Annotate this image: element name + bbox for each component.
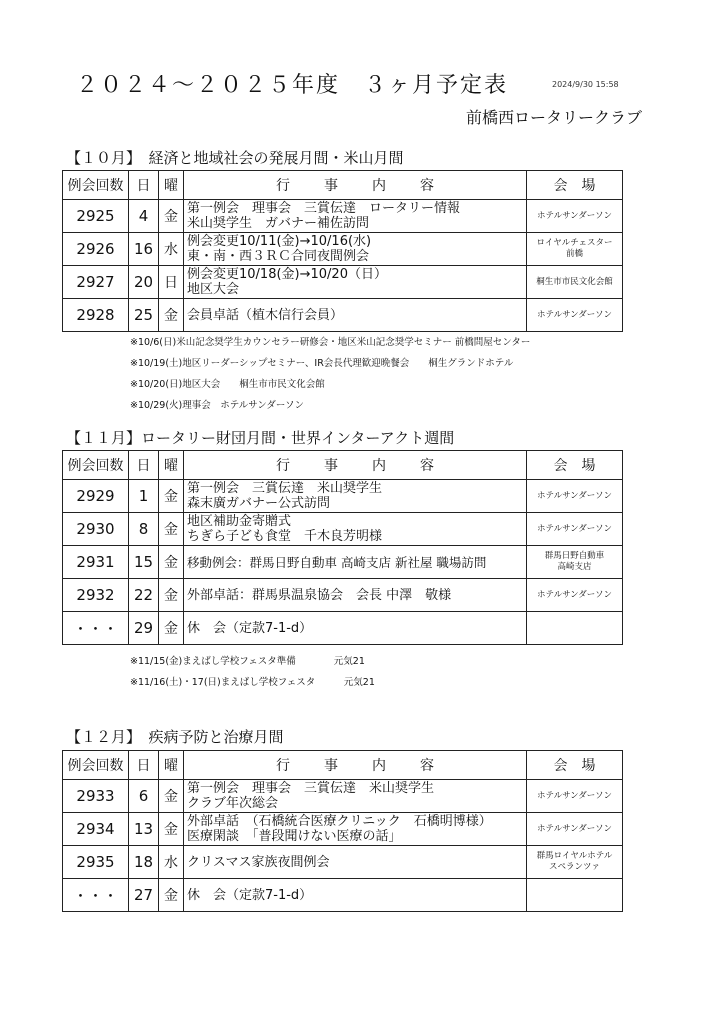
event-content: 移動例会：群馬日野自動車 高崎支店 新社屋 職場訪問 (184, 546, 527, 579)
weekday: 金 (159, 780, 184, 813)
table-row (63, 879, 623, 912)
schedule-table-december (62, 750, 623, 912)
schedule-table-november (62, 450, 623, 645)
table-row (63, 233, 623, 266)
note: ※11/15(金)まえばし学校フェスタ準備 元気21 (130, 656, 365, 667)
meeting-no: 2933 (63, 780, 129, 813)
weekday: 金 (159, 813, 184, 846)
day: 15 (129, 546, 159, 579)
table-row (63, 266, 623, 299)
venue (527, 612, 623, 645)
meeting-no: 2926 (63, 233, 129, 266)
note: ※10/6(日)米山記念奨学生カウンセラー研修会・地区米山記念奨学セミナー 前橋問屋センター (130, 337, 531, 348)
table-row (63, 513, 623, 546)
meeting-no: ・・・ (63, 612, 129, 645)
event-content: 例会変更10/18(金)→10/20（日） 地区大会 (184, 266, 527, 299)
month-heading-november: 【１１月】ロータリー財団月間・世界インターアクト週間 (66, 429, 455, 447)
col-day: 日 (129, 451, 159, 480)
venue: 桐生市市民文化会館 (527, 266, 623, 299)
notes-october (130, 332, 530, 416)
note: ※10/29(火)理事会 ホテルサンダーソン (130, 400, 305, 411)
weekday: 金 (159, 879, 184, 912)
day: 18 (129, 846, 159, 879)
day: 25 (129, 299, 159, 332)
month-heading-december: 【１２月】 疾病予防と治療月間 (66, 728, 284, 746)
table-header-row (63, 751, 623, 780)
table-row (63, 612, 623, 645)
table-header-row (63, 451, 623, 480)
col-venue: 会場 (527, 451, 623, 480)
day: 6 (129, 780, 159, 813)
event-content: 例会変更10/11(金)→10/16(水) 東・南・西３ＲＣ合同夜間例会 (184, 233, 527, 266)
col-weekday: 曜 (159, 751, 184, 780)
col-weekday: 曜 (159, 451, 184, 480)
venue: 群馬ロイヤルホテル スペランツァ (527, 846, 623, 879)
table-row (63, 846, 623, 879)
meeting-no: 2931 (63, 546, 129, 579)
weekday: 金 (159, 546, 184, 579)
event-content: クリスマス家族夜間例会 (184, 846, 527, 879)
table-row (63, 579, 623, 612)
venue: ホテルサンダーソン (527, 579, 623, 612)
event-content: 休 会（定款7-1-d） (184, 612, 527, 645)
meeting-no: 2932 (63, 579, 129, 612)
table-row (63, 546, 623, 579)
col-venue: 会場 (527, 751, 623, 780)
weekday: 水 (159, 233, 184, 266)
weekday: 金 (159, 579, 184, 612)
meeting-no: 2925 (63, 200, 129, 233)
day: 13 (129, 813, 159, 846)
table-row (63, 813, 623, 846)
weekday: 水 (159, 846, 184, 879)
table-row (63, 480, 623, 513)
venue: 群馬日野自動車 高崎支店 (527, 546, 623, 579)
meeting-no: 2935 (63, 846, 129, 879)
col-content: 行事内容 (184, 751, 527, 780)
day: 29 (129, 612, 159, 645)
weekday: 金 (159, 480, 184, 513)
weekday: 金 (159, 612, 184, 645)
club-name: 前橋西ロータリークラブ (466, 108, 643, 127)
venue: ホテルサンダーソン (527, 513, 623, 546)
day: 8 (129, 513, 159, 546)
meeting-no: 2934 (63, 813, 129, 846)
col-day: 日 (129, 751, 159, 780)
col-meeting-no: 例会回数 (63, 171, 129, 200)
event-content: 第一例会 理事会 三賞伝達 ロータリー情報 米山奨学生 ガバナー補佐訪問 (184, 200, 527, 233)
venue: ロイヤルチェスター 前橋 (527, 233, 623, 266)
meeting-no: 2927 (63, 266, 129, 299)
weekday: 日 (159, 266, 184, 299)
table-row (63, 200, 623, 233)
event-content: 外部卓話 （石橋統合医療クリニック 石橋明博様） 医療閑談 「普段聞けない医療の話」 (184, 813, 527, 846)
event-content: 第一例会 理事会 三賞伝達 米山奨学生 クラブ年次総会 (184, 780, 527, 813)
event-content: 外部卓話：群馬県温泉協会 会長 中澤 敬様 (184, 579, 527, 612)
event-content: 会員卓話（植木信行会員） (184, 299, 527, 332)
col-venue: 会場 (527, 171, 623, 200)
col-meeting-no: 例会回数 (63, 751, 129, 780)
meeting-no: 2928 (63, 299, 129, 332)
meeting-no: ・・・ (63, 879, 129, 912)
table-header-row (63, 171, 623, 200)
table-row (63, 299, 623, 332)
venue: ホテルサンダーソン (527, 200, 623, 233)
meeting-no: 2929 (63, 480, 129, 513)
col-day: 日 (129, 171, 159, 200)
col-content: 行事内容 (184, 451, 527, 480)
venue: ホテルサンダーソン (527, 299, 623, 332)
note: ※11/16(土)・17(日)まえばし学校フェスタ 元気21 (130, 677, 375, 688)
print-timestamp: 2024/9/30 15:58 (552, 80, 619, 89)
venue (527, 879, 623, 912)
day: 1 (129, 480, 159, 513)
meeting-no: 2930 (63, 513, 129, 546)
month-heading-october: 【１０月】 経済と地域社会の発展月間・米山月間 (66, 149, 404, 167)
page-title: ２０２４～２０２５年度 ３ヶ月予定表 (76, 73, 509, 98)
notes-november (130, 651, 375, 693)
day: 20 (129, 266, 159, 299)
venue: ホテルサンダーソン (527, 480, 623, 513)
day: 4 (129, 200, 159, 233)
schedule-table-october (62, 170, 623, 332)
note: ※10/20(日)地区大会 桐生市市民文化会館 (130, 379, 325, 390)
weekday: 金 (159, 299, 184, 332)
venue: ホテルサンダーソン (527, 813, 623, 846)
day: 16 (129, 233, 159, 266)
col-meeting-no: 例会回数 (63, 451, 129, 480)
col-weekday: 曜 (159, 171, 184, 200)
table-row (63, 780, 623, 813)
event-content: 休 会（定款7-1-d） (184, 879, 527, 912)
day: 22 (129, 579, 159, 612)
day: 27 (129, 879, 159, 912)
event-content: 第一例会 三賞伝達 米山奨学生 森末廣ガバナー公式訪問 (184, 480, 527, 513)
event-content: 地区補助金寄贈式 ちぎら子ども食堂 千木良芳明様 (184, 513, 527, 546)
note: ※10/19(土)地区リーダーシップセミナー、IR会長代理歓迎晩餐会 桐生グランドホテル (130, 358, 514, 369)
weekday: 金 (159, 200, 184, 233)
col-content: 行事内容 (184, 171, 527, 200)
venue: ホテルサンダーソン (527, 780, 623, 813)
weekday: 金 (159, 513, 184, 546)
